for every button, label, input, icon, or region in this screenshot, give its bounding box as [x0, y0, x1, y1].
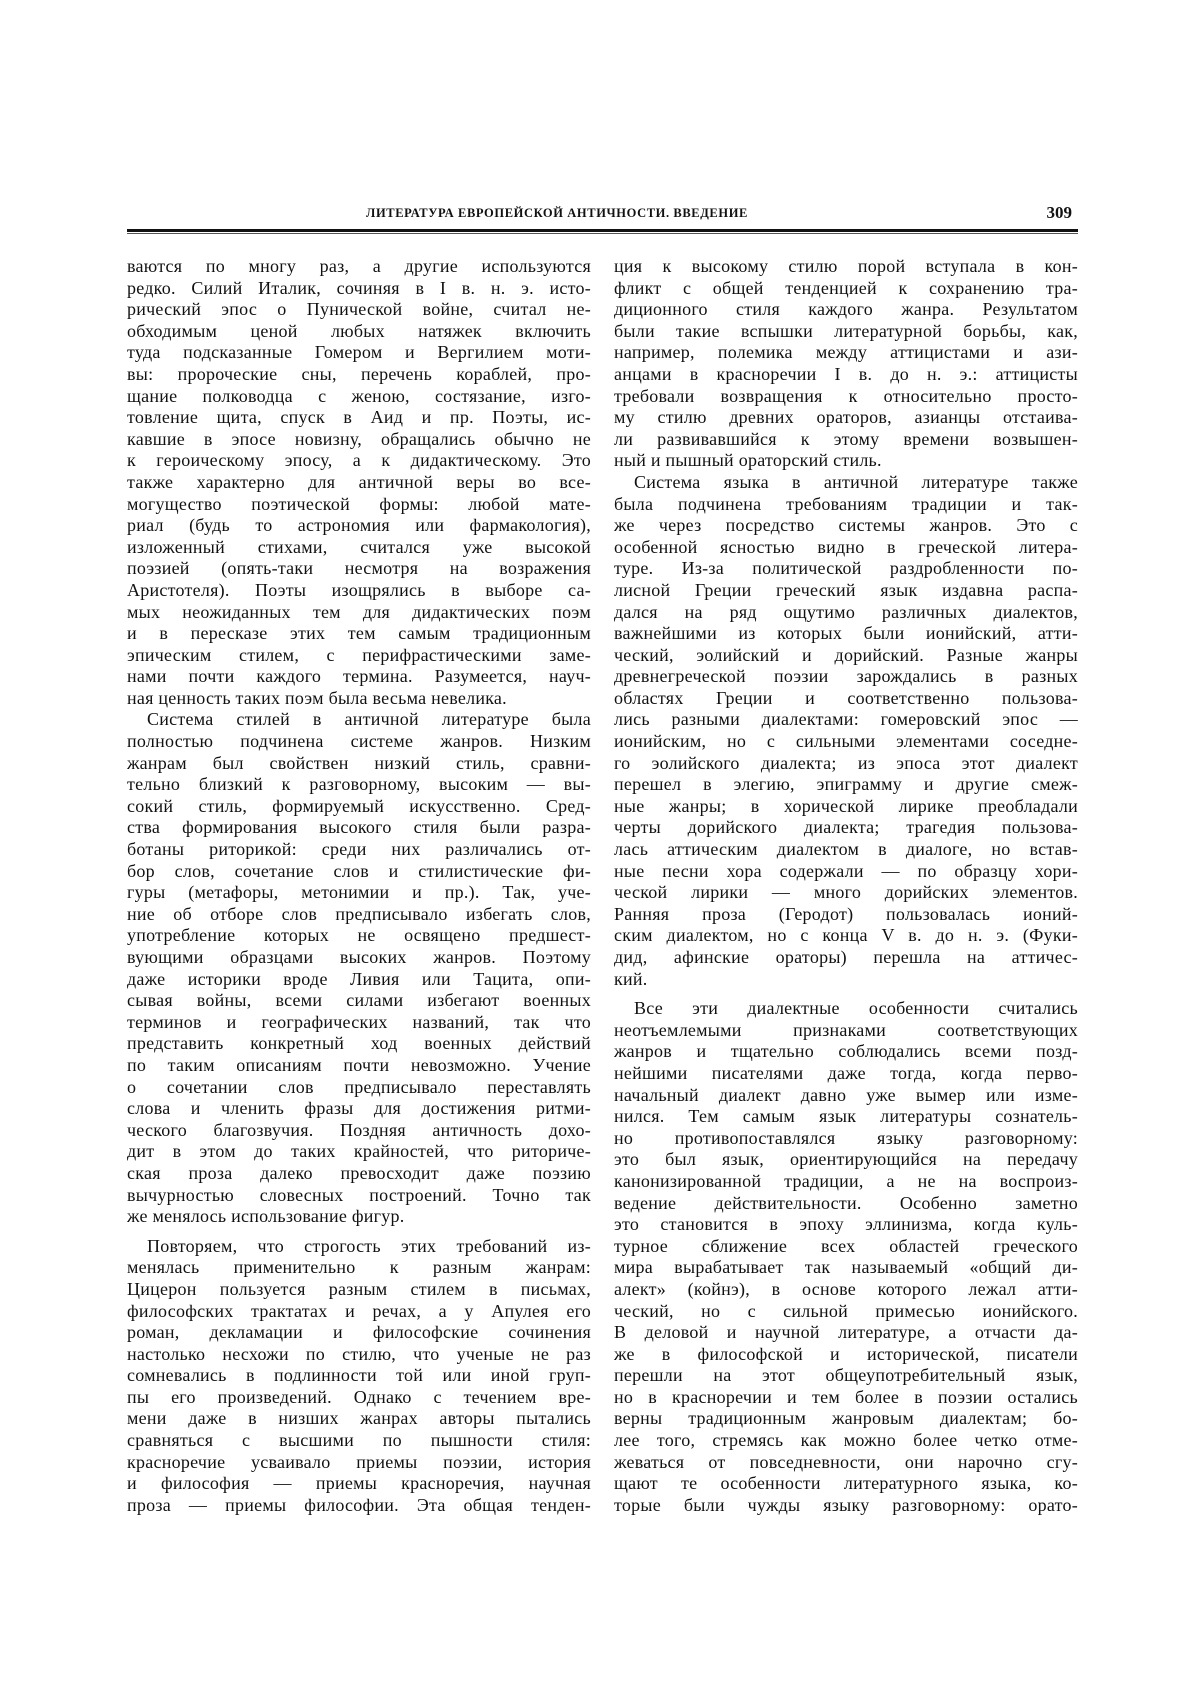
- paragraph: [614, 998, 1078, 1516]
- text-line: о сочетании слов предписывало переставлять: [127, 1076, 591, 1097]
- paragraph: [127, 1236, 591, 1517]
- text-line: проза — приемы философии. Эта общая тенден-: [127, 1494, 591, 1515]
- text-line: роман, декламации и философские сочинения: [127, 1322, 591, 1343]
- text-line: лисной Греции греческий язык издавна распа-: [614, 579, 1078, 600]
- text-line: го эолийского диалекта; из эпоса этот диалект: [614, 752, 1078, 773]
- text-line: поэзией (опять-таки несмотря на возражения: [127, 558, 591, 579]
- text-line: гуры (метафоры, метонимии и пр.). Так, уче-: [127, 882, 591, 903]
- text-line: щание полководца с женою, состязание, изго-: [127, 385, 591, 406]
- text-line: требовали возвращения к относительно просто-: [614, 385, 1078, 406]
- text-line: терминов и географических названий, так что: [127, 1011, 591, 1032]
- text-line: ваются по многу раз, а другие используются: [127, 256, 591, 276]
- text-line: представить конкретный ход военных действий: [127, 1033, 591, 1054]
- text-line: жанрам был свойствен низкий стиль, сравни-: [127, 752, 591, 773]
- text-line: тельно близкий к разговорному, высоким — вы-: [127, 774, 591, 795]
- text-line: вующими образцами высоких жанров. Поэтому: [127, 947, 591, 967]
- text-line: ским диалектом, но с конца V в. до н. э. (Фуки-: [614, 925, 1078, 946]
- text-line: верны традиционным жанровым диалектам; бо-: [614, 1408, 1078, 1429]
- text-line: алект» (койнэ), в основе которого лежал атти-: [614, 1278, 1078, 1299]
- text-line: ведение действительности. Особенно заметно: [614, 1192, 1078, 1213]
- header-rule: [127, 229, 1078, 232]
- text-line: лась аттическим диалектом в диалоге, но встав-: [614, 839, 1078, 860]
- text-line: даже историки вроде Ливия или Тацита, опи-: [127, 968, 591, 989]
- text-line: дит в этом до таких крайностей, что риториче-: [127, 1141, 591, 1162]
- text-line: Система стилей в античной литературе была: [147, 709, 591, 730]
- text-line: жанров и тщательно соблюдались всеми позд-: [614, 1041, 1078, 1062]
- text-line: ли развивавшийся к этому времени возвышен-: [614, 428, 1078, 449]
- text-line: могущество поэтической формы: любой мате-: [127, 493, 591, 514]
- text-line: Все эти диалектные особенности считались: [634, 998, 1078, 1019]
- text-line: ные жанры; в хорической лирике преобладали: [614, 795, 1078, 816]
- text-line: Аристотеля). Поэты изощрялись в выборе са-: [127, 579, 591, 600]
- text-line: жеваться от повседневности, они нарочно сгу-: [614, 1451, 1078, 1472]
- text-line: же в философской и исторической, писатели: [614, 1343, 1078, 1364]
- text-line: кавшие в эпосе новизну, обращались обычно не: [127, 428, 591, 449]
- text-line: начальный диалект давно уже вымер или изме-: [614, 1084, 1078, 1105]
- text-line: ный и пышный ораторский стиль.: [614, 450, 882, 471]
- text-line: редко. Силий Италик, сочиняя в I в. н. э. исто-: [127, 277, 591, 298]
- text-line: к героическому эпосу, а к дидактическому. Это: [127, 450, 591, 471]
- page-number: 309: [1046, 203, 1072, 222]
- text-line: употребление которых не освящено предшест-: [127, 925, 591, 946]
- text-line: Ранняя проза (Геродот) пользовалась ионий-: [614, 903, 1078, 924]
- text-line: Система языка в античной литературе также: [634, 471, 1078, 492]
- text-line: сомневались в подлинности той или иной груп-: [127, 1365, 591, 1386]
- text-line: мира вырабатывает так называемый «общий ди-: [614, 1257, 1078, 1278]
- text-line: полностью подчинена системе жанров. Низким: [127, 731, 591, 752]
- text-line: В деловой и научной литературе, а отчасти да-: [614, 1322, 1078, 1343]
- text-line: сывая войны, всеми силами избегают военных: [127, 990, 591, 1011]
- text-column-left: [127, 256, 591, 1516]
- text-line: перешли на этот общеупотребительный язык,: [614, 1365, 1078, 1386]
- text-line: вы: пророческие сны, перечень кораблей, про-: [127, 363, 591, 384]
- text-line: же через посредство системы жанров. Это с: [614, 515, 1078, 536]
- text-line: древнегреческой поэзии зарождались в разных: [614, 666, 1078, 687]
- text-column-right: [614, 256, 1078, 1516]
- paragraph: [614, 256, 1078, 472]
- text-line: турное сближение всех областей греческого: [614, 1235, 1078, 1256]
- text-line: торые были чужды языку разговорному: орато-: [614, 1494, 1078, 1515]
- text-line: бор слов, сочетание слов и стилистические фи-: [127, 860, 591, 881]
- text-line: Цицерон пользуется разным стилем в письмах,: [127, 1278, 591, 1299]
- text-line: Повторяем, что строгость этих требований из-: [147, 1235, 591, 1256]
- text-line: ческий, эолийский и дорийский. Разные жанры: [614, 644, 1078, 665]
- text-line: но противопоставлялся языку разговорному:: [614, 1127, 1078, 1148]
- text-line: были такие вспышки литературной борьбы, как,: [614, 320, 1078, 341]
- text-line: сравняться с высшими по пышности стиля:: [127, 1430, 591, 1451]
- text-line: и философия — приемы красноречия, научная: [127, 1473, 591, 1494]
- text-line: перешел в элегию, эпиграмму и другие смеж-: [614, 774, 1078, 795]
- text-line: мени даже в низших жанрах авторы пытались: [127, 1408, 591, 1429]
- running-title: ЛИТЕРАТУРА ЕВРОПЕЙСКОЙ АНТИЧНОСТИ. ВВЕДЕНИЕ: [366, 206, 748, 220]
- text-line: лись разными диалектами: гомеровский эпос —: [614, 709, 1078, 730]
- header-rule-thin: [127, 233, 1078, 234]
- text-line: товление щита, спуск в Аид и пр. Поэты, ис-: [127, 407, 591, 428]
- paragraph: [127, 256, 591, 709]
- text-line: му стилю древних ораторов, азианцы отстаива-: [614, 407, 1078, 428]
- text-line: ческого благозвучия. Поздняя античность дохо-: [127, 1119, 591, 1140]
- text-line: ства формирования высокого стиля были разра-: [127, 817, 591, 838]
- text-line: вычурностью словесных построений. Точно так: [127, 1184, 591, 1205]
- text-line: ионийским, но с сильными элементами соседне-: [614, 731, 1078, 752]
- running-header: [127, 203, 1078, 225]
- text-line: это становится в эпоху эллинизма, когда куль-: [614, 1214, 1078, 1235]
- text-line: философских трактатах и речах, а у Апулея его: [127, 1300, 591, 1321]
- text-line: мых неожиданных тем для дидактических поэм: [127, 601, 591, 622]
- text-line: ция к высокому стилю порой вступала в кон-: [614, 256, 1078, 276]
- text-line: дался на ряд ощутимо различных диалектов,: [614, 601, 1078, 622]
- text-line: туда подсказанные Гомером и Вергилием моти-: [127, 342, 591, 363]
- paragraph: [127, 709, 591, 1227]
- text-line: щают те особенности литературного языка, ко-: [614, 1473, 1078, 1494]
- text-line: менялась применительно к разным жанрам:: [127, 1257, 591, 1278]
- text-line: областях Греции и соответственно пользова-: [614, 687, 1078, 708]
- text-line: слова и членить фразы для достижения ритми-: [127, 1098, 591, 1119]
- text-line: нейшими писателями даже тогда, когда перво-: [614, 1062, 1078, 1083]
- text-line: нился. Тем самым язык литературы сознатель-: [614, 1106, 1078, 1127]
- text-line: ние об отборе слов предписывало избегать слов,: [127, 903, 591, 924]
- text-line: ческий, но с сильной примесью ионийского.: [614, 1300, 1078, 1321]
- text-line: также характерно для античной веры во все-: [127, 471, 591, 492]
- text-line: диционного стиля каждого жанра. Результатом: [614, 299, 1078, 320]
- text-line: это был язык, ориентирующийся на передачу: [614, 1149, 1078, 1170]
- text-line: была подчинена требованиям традиции и так-: [614, 493, 1078, 514]
- text-line: особенной ясностью видно в греческой литера-: [614, 536, 1078, 557]
- text-line: ская проза далеко превосходит даже поэзию: [127, 1162, 591, 1183]
- text-line: пы его произведений. Однако с течением вре-: [127, 1386, 591, 1407]
- text-line: обходимым ценой любых натяжек включить: [127, 320, 591, 341]
- text-line: рический эпос о Пунической войне, считал не-: [127, 299, 591, 320]
- text-line: ческой лирики — много дорийских элементов.: [614, 882, 1078, 903]
- text-line: и в пересказе этих тем самым традиционным: [127, 623, 591, 644]
- text-line: кий.: [614, 968, 648, 989]
- text-line: изложенный стихами, считался уже высокой: [127, 536, 591, 557]
- text-line: ные песни хора содержали — по образцу хори-: [614, 860, 1078, 881]
- text-line: сокий стиль, формируемый искусственно. Сред-: [127, 795, 591, 816]
- text-line: например, полемика между аттицистами и ази-: [614, 342, 1078, 363]
- text-line: фликт с общей тенденцией к сохранению тра-: [614, 277, 1078, 298]
- text-line: туре. Из-за политической раздробленности по-: [614, 558, 1078, 579]
- text-line: эпическим стилем, с перифрастическими заме-: [127, 644, 591, 665]
- text-line: по таким описаниям почти невозможно. Учение: [127, 1054, 591, 1075]
- text-line: ботаны риторикой: среди них различались от-: [127, 839, 591, 860]
- text-line: неотъемлемыми признаками соответствующих: [614, 1019, 1078, 1040]
- text-line: лее того, стремясь как можно более четко отме-: [614, 1430, 1078, 1451]
- text-line: важнейшими из которых были ионийский, атти-: [614, 623, 1078, 644]
- text-line: черты дорийского диалекта; трагедия пользова-: [614, 817, 1078, 838]
- text-line: нами почти каждого термина. Разумеется, науч-: [127, 666, 591, 687]
- text-line: но в красноречии и тем более в поэзии остались: [614, 1386, 1078, 1407]
- paragraph: [614, 472, 1078, 990]
- text-line: анцами в красноречии I в. до н. э.: аттицисты: [614, 363, 1078, 384]
- text-line: настолько несхожи по стилю, что ученые не раз: [127, 1343, 591, 1364]
- text-line: риал (будь то астрономия или фармакология),: [127, 515, 591, 536]
- text-line: канонизированной традиции, а не на воспроиз-: [614, 1170, 1078, 1191]
- text-line: ная ценность таких поэм была весьма невелика.: [127, 687, 507, 708]
- text-line: же менялось использование фигур.: [127, 1206, 405, 1227]
- text-line: дид, афинские ораторы) перешла на аттичес-: [614, 947, 1078, 967]
- text-line: красноречие усваивало приемы поэзии, история: [127, 1451, 591, 1472]
